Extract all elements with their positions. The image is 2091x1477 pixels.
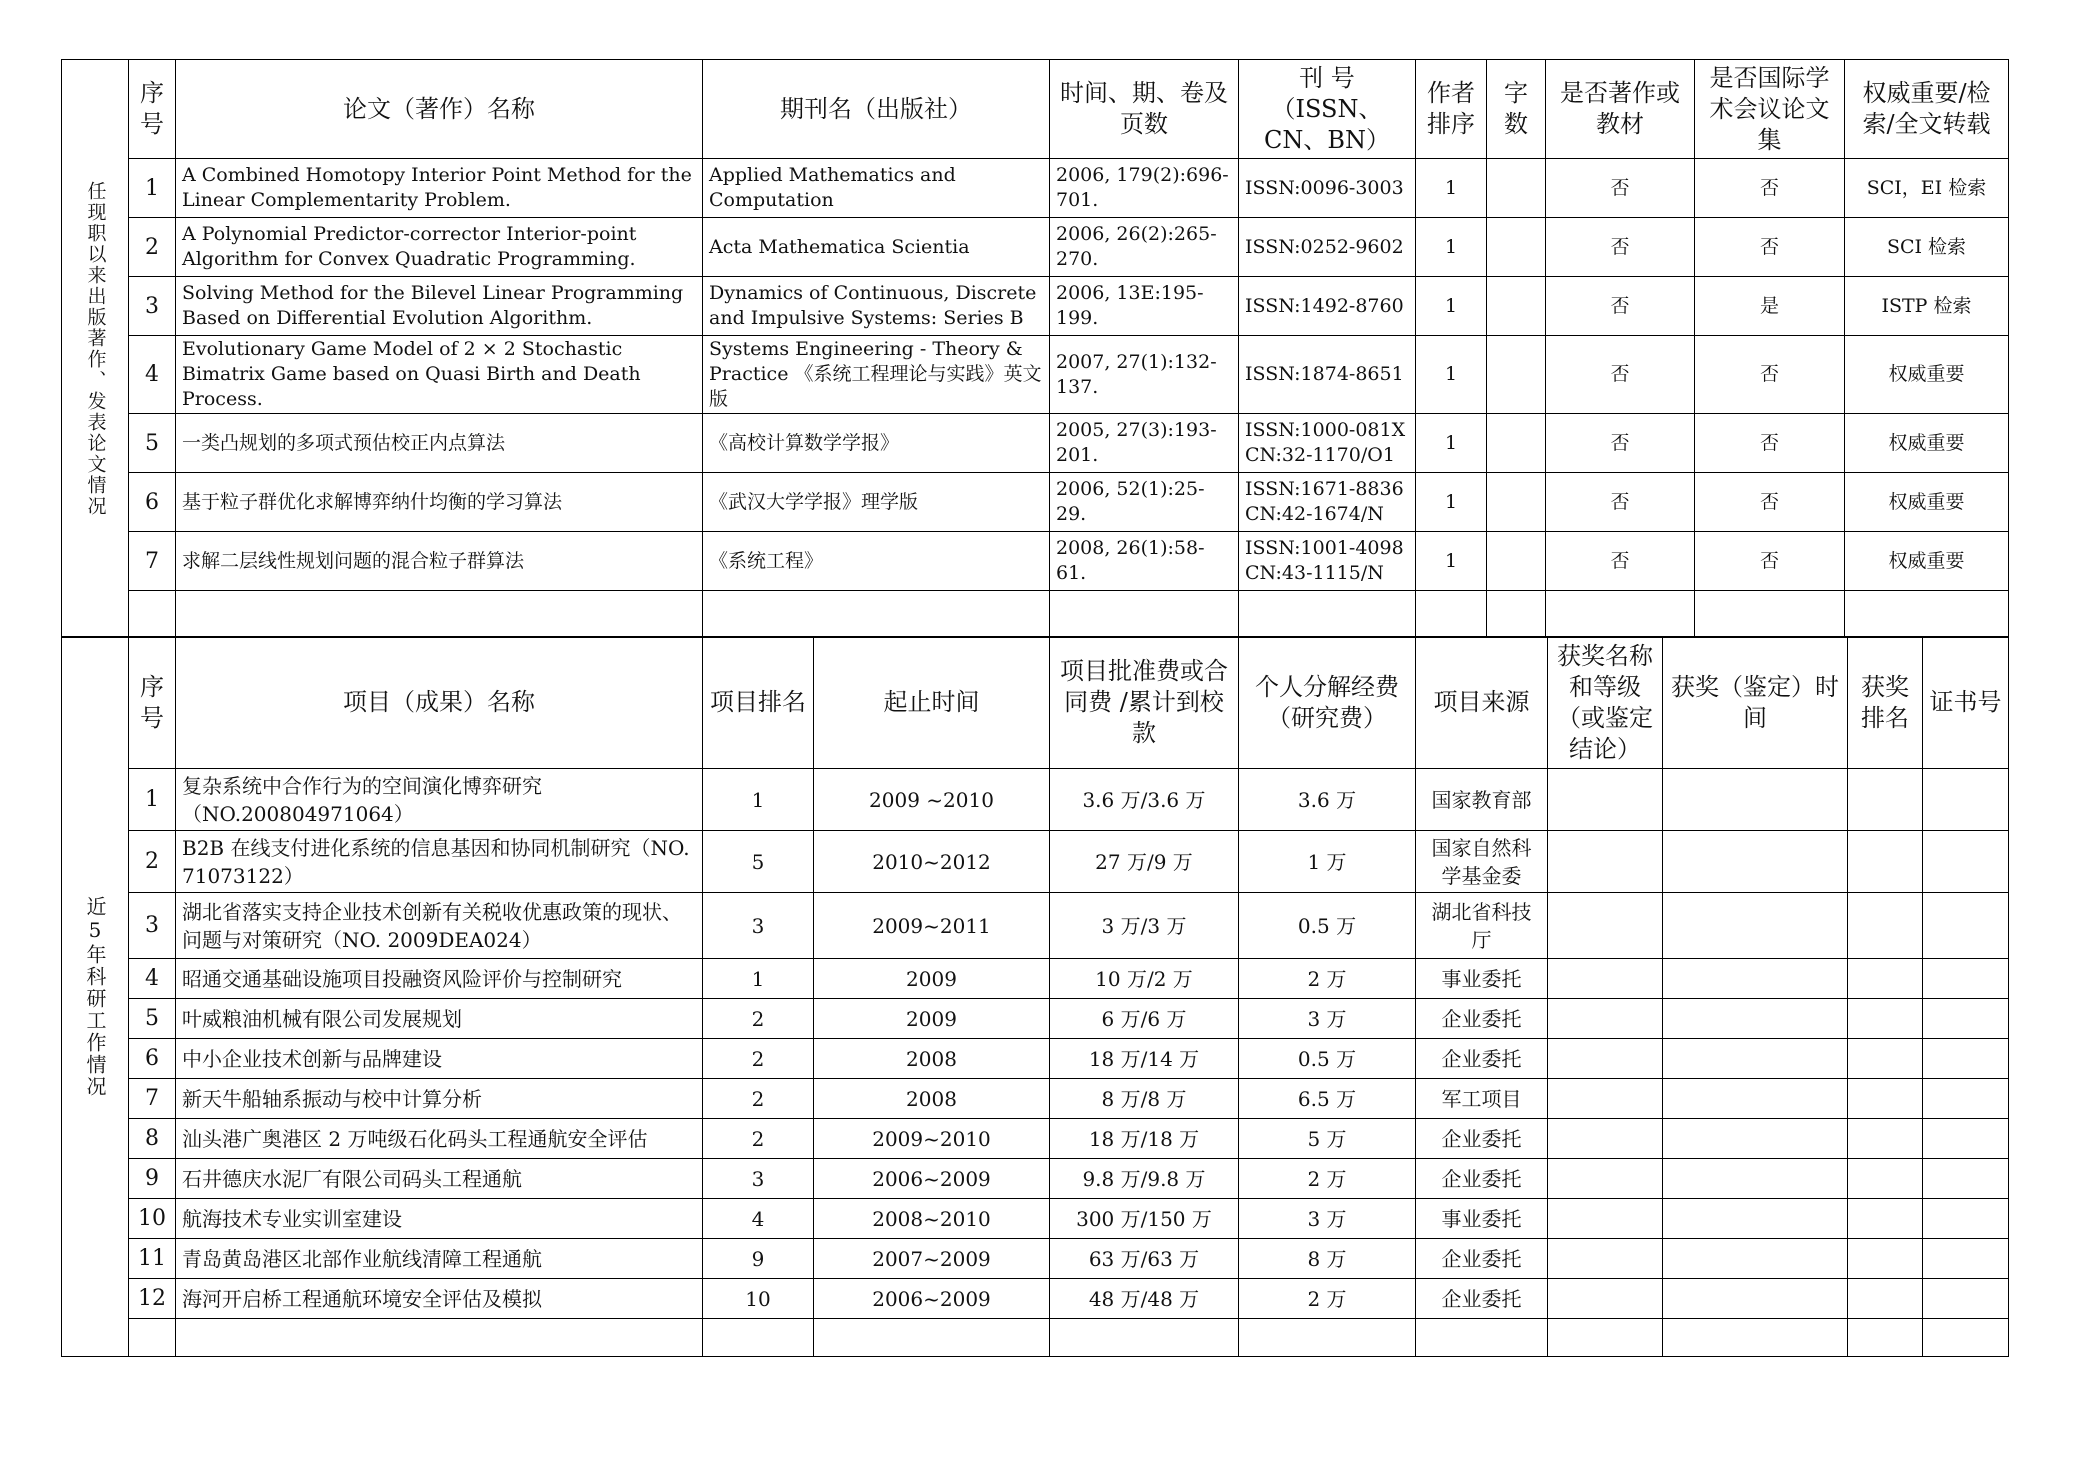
header-period: 起止时间 bbox=[814, 637, 1050, 769]
cell-title bbox=[176, 591, 703, 638]
cell-time: 2008, 26(1):58-61. bbox=[1050, 532, 1239, 591]
cell-period: 2008~2010 bbox=[814, 1199, 1050, 1239]
cell-journal: 《高校计算数学学报》 bbox=[703, 414, 1050, 473]
cell-award-time bbox=[1663, 1319, 1848, 1357]
project-row bbox=[62, 1039, 2009, 1079]
cell-source bbox=[1416, 1319, 1548, 1357]
cell-words bbox=[1487, 336, 1546, 414]
projects-table bbox=[61, 636, 2009, 1357]
cell-award-name bbox=[1548, 1159, 1663, 1199]
cell-seq: 5 bbox=[129, 999, 176, 1039]
cell-personal: 2 万 bbox=[1239, 1159, 1416, 1199]
cell-period: 2010~2012 bbox=[814, 831, 1050, 893]
cell-is-intl: 否 bbox=[1695, 473, 1845, 532]
header-issn: 刊 号（ISSN、CN、BN） bbox=[1239, 60, 1416, 159]
project-row bbox=[62, 769, 2009, 831]
cell-rank: 4 bbox=[703, 1199, 814, 1239]
publication-row bbox=[62, 277, 2009, 336]
cell-rank: 10 bbox=[703, 1279, 814, 1319]
cell-personal: 3.6 万 bbox=[1239, 769, 1416, 831]
cell-title: 基于粒子群优化求解博弈纳什均衡的学习算法 bbox=[176, 473, 703, 532]
cell-award-rank bbox=[1848, 1199, 1923, 1239]
cell-period: 2009 ~2010 bbox=[814, 769, 1050, 831]
cell-title: A Combined Homotopy Interior Point Method for the Linear Complementarity Problem. bbox=[176, 159, 703, 218]
cell-rank: 2 bbox=[703, 1119, 814, 1159]
cell-funds: 300 万/150 万 bbox=[1050, 1199, 1239, 1239]
cell-issn: ISSN:1001-4098 CN:43-1115/N bbox=[1239, 532, 1416, 591]
cell-cert-no bbox=[1923, 1119, 2009, 1159]
cell-source: 企业委托 bbox=[1416, 1119, 1548, 1159]
cell-name: 海河开启桥工程通航环境安全评估及模拟 bbox=[176, 1279, 703, 1319]
cell-award-rank bbox=[1848, 769, 1923, 831]
project-row bbox=[62, 893, 2009, 959]
cell-words bbox=[1487, 532, 1546, 591]
cell-personal: 6.5 万 bbox=[1239, 1079, 1416, 1119]
cell-award-name bbox=[1548, 1319, 1663, 1357]
cell-award-time bbox=[1663, 1119, 1848, 1159]
cell-award-time bbox=[1663, 1199, 1848, 1239]
cell-award-time bbox=[1663, 999, 1848, 1039]
cell-words bbox=[1487, 473, 1546, 532]
cell-personal: 3 万 bbox=[1239, 1199, 1416, 1239]
header-journal: 期刊名（出版社） bbox=[703, 60, 1050, 159]
cell-journal: Acta Mathematica Scientia bbox=[703, 218, 1050, 277]
header-award-rank: 获奖排名 bbox=[1848, 637, 1923, 769]
project-row-empty bbox=[62, 1319, 2009, 1357]
cell-award-time bbox=[1663, 769, 1848, 831]
cell-award-rank bbox=[1848, 1079, 1923, 1119]
cell-period: 2008 bbox=[814, 1079, 1050, 1119]
cell-is-book: 否 bbox=[1546, 336, 1695, 414]
cell-issn: ISSN:1671-8836 CN:42-1674/N bbox=[1239, 473, 1416, 532]
cell-source: 事业委托 bbox=[1416, 1199, 1548, 1239]
cell-seq bbox=[129, 591, 176, 638]
cell-seq: 6 bbox=[129, 473, 176, 532]
cell-issn: ISSN:1874-8651 bbox=[1239, 336, 1416, 414]
section-label-text: 任现职以来出版著作、发表论文情况 bbox=[84, 180, 107, 517]
header-index: 权威重要/检索/全文转载 bbox=[1845, 60, 2009, 159]
projects-header-row bbox=[62, 637, 2009, 769]
cell-cert-no bbox=[1923, 959, 2009, 999]
cell-cert-no bbox=[1923, 999, 2009, 1039]
project-row bbox=[62, 1079, 2009, 1119]
cell-issn: ISSN:1492-8760 bbox=[1239, 277, 1416, 336]
cell-award-rank bbox=[1848, 1119, 1923, 1159]
cell-time: 2006, 26(2):265-270. bbox=[1050, 218, 1239, 277]
cell-award-name bbox=[1548, 769, 1663, 831]
cell-award-name bbox=[1548, 1079, 1663, 1119]
cell-award-rank bbox=[1848, 1159, 1923, 1199]
cell-rank: 9 bbox=[703, 1239, 814, 1279]
cell-cert-no bbox=[1923, 831, 2009, 893]
cell-cert-no bbox=[1923, 1199, 2009, 1239]
header-seq: 序号 bbox=[129, 637, 176, 769]
cell-name: 湖北省落实支持企业技术创新有关税收优惠政策的现状、问题与对策研究（NO. 2009DEA024） bbox=[176, 893, 703, 959]
cell-award-time bbox=[1663, 959, 1848, 999]
cell-seq: 4 bbox=[129, 336, 176, 414]
header-rank: 项目排名 bbox=[703, 637, 814, 769]
cell-journal: Dynamics of Continuous, Discrete and Impulsive Systems: Series B bbox=[703, 277, 1050, 336]
cell-seq: 7 bbox=[129, 1079, 176, 1119]
cell-name: 石井德庆水泥厂有限公司码头工程通航 bbox=[176, 1159, 703, 1199]
cell-title: Solving Method for the Bilevel Linear Programming Based on Differential Evolution Algorithm. bbox=[176, 277, 703, 336]
cell-issn: ISSN:0096-3003 bbox=[1239, 159, 1416, 218]
project-row bbox=[62, 1199, 2009, 1239]
cell-time: 2006, 13E:195-199. bbox=[1050, 277, 1239, 336]
cell-is-book: 否 bbox=[1546, 159, 1695, 218]
header-cert-no: 证书号 bbox=[1923, 637, 2009, 769]
header-personal: 个人分解经费（研究费） bbox=[1239, 637, 1416, 769]
cell-source: 军工项目 bbox=[1416, 1079, 1548, 1119]
cell-source: 事业委托 bbox=[1416, 959, 1548, 999]
cell-time bbox=[1050, 591, 1239, 638]
cell-personal: 8 万 bbox=[1239, 1239, 1416, 1279]
cell-index: 权威重要 bbox=[1845, 414, 2009, 473]
cell-funds: 9.8 万/9.8 万 bbox=[1050, 1159, 1239, 1199]
project-row bbox=[62, 1119, 2009, 1159]
cell-award-name bbox=[1548, 1279, 1663, 1319]
project-row bbox=[62, 1159, 2009, 1199]
cell-rank: 5 bbox=[703, 831, 814, 893]
cell-seq: 9 bbox=[129, 1159, 176, 1199]
cell-cert-no bbox=[1923, 769, 2009, 831]
header-title: 论文（著作）名称 bbox=[176, 60, 703, 159]
cell-rank: 3 bbox=[703, 893, 814, 959]
cell-period: 2009 bbox=[814, 999, 1050, 1039]
cell-words bbox=[1487, 277, 1546, 336]
cell-rank: 2 bbox=[703, 999, 814, 1039]
cell-personal: 2 万 bbox=[1239, 1279, 1416, 1319]
cell-seq: 1 bbox=[129, 159, 176, 218]
cell-period: 2009 bbox=[814, 959, 1050, 999]
cell-award-rank bbox=[1848, 1319, 1923, 1357]
cell-seq: 10 bbox=[129, 1199, 176, 1239]
cell-seq: 5 bbox=[129, 414, 176, 473]
cell-funds: 3 万/3 万 bbox=[1050, 893, 1239, 959]
cell-cert-no bbox=[1923, 893, 2009, 959]
cell-source: 湖北省科技厅 bbox=[1416, 893, 1548, 959]
cell-title: 求解二层线性规划问题的混合粒子群算法 bbox=[176, 532, 703, 591]
cell-is-intl: 否 bbox=[1695, 159, 1845, 218]
cell-award-name bbox=[1548, 1119, 1663, 1159]
header-is-intl: 是否国际学术会议论文集 bbox=[1695, 60, 1845, 159]
cell-is-book: 否 bbox=[1546, 277, 1695, 336]
header-funds: 项目批准费或合同费 /累计到校款 bbox=[1050, 637, 1239, 769]
cell-seq: 3 bbox=[129, 277, 176, 336]
cell-funds: 27 万/9 万 bbox=[1050, 831, 1239, 893]
cell-rank: 3 bbox=[703, 1159, 814, 1199]
cell-name: 复杂系统中合作行为的空间演化博弈研究（NO.200804971064） bbox=[176, 769, 703, 831]
header-name: 项目（成果）名称 bbox=[176, 637, 703, 769]
cell-award-name bbox=[1548, 999, 1663, 1039]
cell-funds: 8 万/8 万 bbox=[1050, 1079, 1239, 1119]
header-author-rank: 作者排序 bbox=[1416, 60, 1487, 159]
cell-award-rank bbox=[1848, 959, 1923, 999]
cell-is-book: 否 bbox=[1546, 218, 1695, 277]
cell-rank: 1 bbox=[703, 769, 814, 831]
cell-is-book: 否 bbox=[1546, 532, 1695, 591]
header-seq: 序号 bbox=[129, 60, 176, 159]
publication-row bbox=[62, 159, 2009, 218]
cell-name: 昭通交通基础设施项目投融资风险评价与控制研究 bbox=[176, 959, 703, 999]
cell-journal: Systems Engineering - Theory & Practice 《系统工程理论与实践》英文版 bbox=[703, 336, 1050, 414]
project-row bbox=[62, 831, 2009, 893]
publications-table bbox=[61, 59, 2009, 638]
cell-personal: 1 万 bbox=[1239, 831, 1416, 893]
projects-body bbox=[62, 637, 2009, 1357]
cell-source: 国家自然科学基金委 bbox=[1416, 831, 1548, 893]
header-award-name: 获奖名称和等级（或鉴定结论） bbox=[1548, 637, 1663, 769]
cell-personal: 5 万 bbox=[1239, 1119, 1416, 1159]
cell-funds: 10 万/2 万 bbox=[1050, 959, 1239, 999]
project-row bbox=[62, 1279, 2009, 1319]
cell-period: 2008 bbox=[814, 1039, 1050, 1079]
cell-is-book: 否 bbox=[1546, 414, 1695, 473]
cell-personal: 3 万 bbox=[1239, 999, 1416, 1039]
cell-funds: 3.6 万/3.6 万 bbox=[1050, 769, 1239, 831]
cell-cert-no bbox=[1923, 1239, 2009, 1279]
cell-words bbox=[1487, 414, 1546, 473]
cell-name: 中小企业技术创新与品牌建设 bbox=[176, 1039, 703, 1079]
cell-seq: 4 bbox=[129, 959, 176, 999]
header-award-time: 获奖（鉴定）时间 bbox=[1663, 637, 1848, 769]
cell-is-book bbox=[1546, 591, 1695, 638]
publications-body bbox=[62, 60, 2009, 638]
cell-rank bbox=[703, 1319, 814, 1357]
cell-award-name bbox=[1548, 1199, 1663, 1239]
publication-row bbox=[62, 473, 2009, 532]
cell-award-name bbox=[1548, 831, 1663, 893]
cell-source: 企业委托 bbox=[1416, 1159, 1548, 1199]
cell-issn: ISSN:0252-9602 bbox=[1239, 218, 1416, 277]
cell-issn bbox=[1239, 591, 1416, 638]
cell-index: SCI 检索 bbox=[1845, 218, 2009, 277]
cell-seq: 6 bbox=[129, 1039, 176, 1079]
section-label-text: 近5年科研工作情况 bbox=[83, 895, 107, 1098]
cell-cert-no bbox=[1923, 1319, 2009, 1357]
section-label-publications bbox=[62, 60, 129, 638]
cell-author-rank: 1 bbox=[1416, 336, 1487, 414]
cell-journal bbox=[703, 591, 1050, 638]
cell-is-intl: 否 bbox=[1695, 218, 1845, 277]
cell-words bbox=[1487, 159, 1546, 218]
cell-award-rank bbox=[1848, 893, 1923, 959]
cell-author-rank: 1 bbox=[1416, 277, 1487, 336]
cell-award-time bbox=[1663, 893, 1848, 959]
cell-index: 权威重要 bbox=[1845, 532, 2009, 591]
cell-time: 2006, 52(1):25-29. bbox=[1050, 473, 1239, 532]
cell-award-rank bbox=[1848, 831, 1923, 893]
cell-cert-no bbox=[1923, 1279, 2009, 1319]
cell-award-name bbox=[1548, 1239, 1663, 1279]
cell-seq: 2 bbox=[129, 831, 176, 893]
header-source: 项目来源 bbox=[1416, 637, 1548, 769]
cell-index bbox=[1845, 591, 2009, 638]
cell-index: 权威重要 bbox=[1845, 473, 2009, 532]
cell-time: 2005, 27(3):193-201. bbox=[1050, 414, 1239, 473]
cell-is-intl bbox=[1695, 591, 1845, 638]
cell-award-time bbox=[1663, 1079, 1848, 1119]
cell-time: 2006, 179(2):696-701. bbox=[1050, 159, 1239, 218]
cell-seq: 7 bbox=[129, 532, 176, 591]
cell-rank: 2 bbox=[703, 1079, 814, 1119]
project-row bbox=[62, 999, 2009, 1039]
cell-period: 2009~2011 bbox=[814, 893, 1050, 959]
cell-is-intl: 否 bbox=[1695, 336, 1845, 414]
cell-title: A Polynomial Predictor-corrector Interior-point Algorithm for Convex Quadratic Programming. bbox=[176, 218, 703, 277]
cell-author-rank: 1 bbox=[1416, 473, 1487, 532]
cell-index: ISTP 检索 bbox=[1845, 277, 2009, 336]
cell-source: 国家教育部 bbox=[1416, 769, 1548, 831]
publication-row bbox=[62, 532, 2009, 591]
cell-is-intl: 否 bbox=[1695, 532, 1845, 591]
header-time: 时间、期、卷及页数 bbox=[1050, 60, 1239, 159]
cell-award-name bbox=[1548, 1039, 1663, 1079]
cell-award-time bbox=[1663, 1039, 1848, 1079]
cell-index: SCI，EI 检索 bbox=[1845, 159, 2009, 218]
cell-period: 2009~2010 bbox=[814, 1119, 1050, 1159]
cell-name bbox=[176, 1319, 703, 1357]
cell-is-intl: 是 bbox=[1695, 277, 1845, 336]
cell-period: 2006~2009 bbox=[814, 1279, 1050, 1319]
project-row bbox=[62, 1239, 2009, 1279]
cell-funds: 18 万/18 万 bbox=[1050, 1119, 1239, 1159]
cell-words bbox=[1487, 591, 1546, 638]
cell-seq bbox=[129, 1319, 176, 1357]
cell-personal bbox=[1239, 1319, 1416, 1357]
cell-rank: 1 bbox=[703, 959, 814, 999]
cell-source: 企业委托 bbox=[1416, 1279, 1548, 1319]
cell-seq: 2 bbox=[129, 218, 176, 277]
cell-journal: 《武汉大学学报》理学版 bbox=[703, 473, 1050, 532]
cell-source: 企业委托 bbox=[1416, 1039, 1548, 1079]
cell-is-book: 否 bbox=[1546, 473, 1695, 532]
cell-seq: 1 bbox=[129, 769, 176, 831]
cell-journal: Applied Mathematics and Computation bbox=[703, 159, 1050, 218]
cell-words bbox=[1487, 218, 1546, 277]
publication-row bbox=[62, 218, 2009, 277]
cell-funds: 6 万/6 万 bbox=[1050, 999, 1239, 1039]
cell-award-time bbox=[1663, 831, 1848, 893]
cell-author-rank: 1 bbox=[1416, 159, 1487, 218]
cell-issn: ISSN:1000-081X CN:32-1170/O1 bbox=[1239, 414, 1416, 473]
cell-award-name bbox=[1548, 959, 1663, 999]
cell-award-time bbox=[1663, 1279, 1848, 1319]
cell-funds: 63 万/63 万 bbox=[1050, 1239, 1239, 1279]
cell-period bbox=[814, 1319, 1050, 1357]
cell-name: 汕头港广奥港区 2 万吨级石化码头工程通航安全评估 bbox=[176, 1119, 703, 1159]
header-is-book: 是否著作或教材 bbox=[1546, 60, 1695, 159]
cell-name: B2B 在线支付进化系统的信息基因和协同机制研究（NO. 71073122） bbox=[176, 831, 703, 893]
cell-personal: 0.5 万 bbox=[1239, 893, 1416, 959]
section-label-projects bbox=[62, 637, 129, 1357]
cell-period: 2007~2009 bbox=[814, 1239, 1050, 1279]
cell-personal: 2 万 bbox=[1239, 959, 1416, 999]
cell-funds: 48 万/48 万 bbox=[1050, 1279, 1239, 1319]
cell-name: 青岛黄岛港区北部作业航线清障工程通航 bbox=[176, 1239, 703, 1279]
cell-name: 新天牛船轴系振动与校中计算分析 bbox=[176, 1079, 703, 1119]
cell-award-rank bbox=[1848, 999, 1923, 1039]
cell-period: 2006~2009 bbox=[814, 1159, 1050, 1199]
cell-name: 航海技术专业实训室建设 bbox=[176, 1199, 703, 1239]
publication-row bbox=[62, 336, 2009, 414]
cell-source: 企业委托 bbox=[1416, 999, 1548, 1039]
cell-author-rank: 1 bbox=[1416, 414, 1487, 473]
cell-author-rank: 1 bbox=[1416, 218, 1487, 277]
header-words: 字数 bbox=[1487, 60, 1546, 159]
cell-name: 叶威粮油机械有限公司发展规划 bbox=[176, 999, 703, 1039]
publication-row-empty bbox=[62, 591, 2009, 638]
cell-seq: 12 bbox=[129, 1279, 176, 1319]
publication-row bbox=[62, 414, 2009, 473]
cell-award-rank bbox=[1848, 1279, 1923, 1319]
cell-funds bbox=[1050, 1319, 1239, 1357]
cell-source: 企业委托 bbox=[1416, 1239, 1548, 1279]
cell-title: Evolutionary Game Model of 2 × 2 Stochastic Bimatrix Game based on Quasi Birth and Death Process. bbox=[176, 336, 703, 414]
cell-title: 一类凸规划的多项式预估校正内点算法 bbox=[176, 414, 703, 473]
cell-funds: 18 万/14 万 bbox=[1050, 1039, 1239, 1079]
cell-seq: 3 bbox=[129, 893, 176, 959]
cell-award-rank bbox=[1848, 1239, 1923, 1279]
cell-rank: 2 bbox=[703, 1039, 814, 1079]
cell-cert-no bbox=[1923, 1159, 2009, 1199]
cell-cert-no bbox=[1923, 1079, 2009, 1119]
cell-time: 2007, 27(1):132-137. bbox=[1050, 336, 1239, 414]
cell-journal: 《系统工程》 bbox=[703, 532, 1050, 591]
project-row bbox=[62, 959, 2009, 999]
cell-cert-no bbox=[1923, 1039, 2009, 1079]
cell-award-rank bbox=[1848, 1039, 1923, 1079]
cell-index: 权威重要 bbox=[1845, 336, 2009, 414]
cell-author-rank bbox=[1416, 591, 1487, 638]
publications-header-row bbox=[62, 60, 2009, 159]
cell-seq: 11 bbox=[129, 1239, 176, 1279]
cell-award-time bbox=[1663, 1239, 1848, 1279]
cell-is-intl: 否 bbox=[1695, 414, 1845, 473]
cell-award-name bbox=[1548, 893, 1663, 959]
cell-seq: 8 bbox=[129, 1119, 176, 1159]
cell-personal: 0.5 万 bbox=[1239, 1039, 1416, 1079]
cell-author-rank: 1 bbox=[1416, 532, 1487, 591]
cell-award-time bbox=[1663, 1159, 1848, 1199]
